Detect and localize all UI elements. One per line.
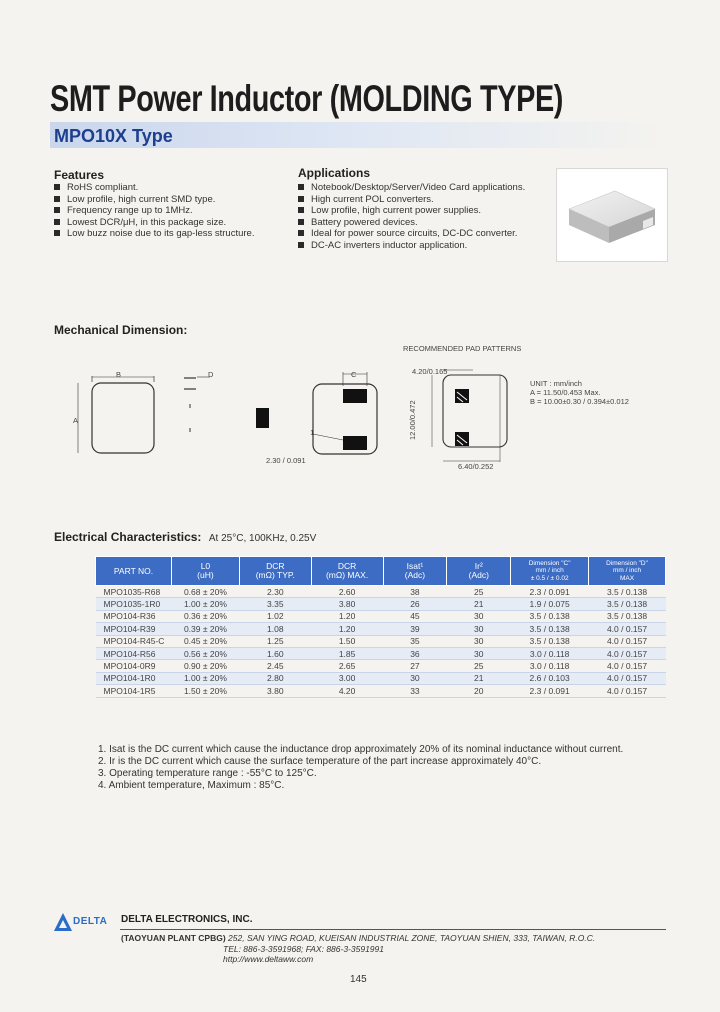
table-cell: 26 (383, 598, 447, 610)
electrical-heading-line (54, 528, 316, 546)
table-cell: 4.0 / 0.157 (589, 647, 666, 659)
website-link[interactable]: http://www.deltaww.com (223, 954, 314, 964)
table-cell: 0.45 ± 20% (171, 635, 239, 647)
phone-fax: TEL: 886-3-3591968; FAX: 886-3-3591991 (223, 943, 384, 954)
table-cell: 1.9 / 0.075 (511, 598, 589, 610)
table-cell: 30 (447, 647, 511, 659)
table-cell: 2.3 / 0.091 (511, 685, 589, 697)
unit-line: UNIT : mm/inch (530, 379, 582, 388)
unit-line: B = 10.00±0.30 / 0.394±0.012 (530, 397, 629, 406)
pad-patterns-heading: RECOMMENDED PAD PATTERNS (403, 344, 522, 353)
table-cell: 1.00 ± 20% (171, 672, 239, 684)
electrical-condition: At 25°C, 100KHz, 0.25V (208, 533, 317, 544)
logo-text: DELTA (73, 916, 108, 927)
table-cell: MPO1035-R68 (96, 586, 172, 598)
address: 252, SAN YING ROAD, KUEISAN INDUSTRIAL ZONE, TAOYUAN SHIEN, 333, TAIWAN, R.O.C. (228, 933, 596, 943)
features-heading: Features (54, 168, 105, 182)
application-item: Ideal for power source circuits, DC-DC converter. (298, 228, 525, 240)
table-cell: 2.65 (311, 660, 383, 672)
table-header-cell: DCR (mΩ) TYP. (239, 557, 311, 586)
table-cell: 2.30 (239, 586, 311, 598)
table-cell: 3.0 / 0.118 (511, 660, 589, 672)
table-cell: MPO104-1R0 (96, 672, 172, 684)
table-cell: MPO104-R36 (96, 610, 172, 622)
electrical-table (95, 556, 666, 698)
table-cell: 4.0 / 0.157 (589, 623, 666, 635)
table-header-cell: Dimension "C" mm / inch ± 0.5 / ± 0.02 (511, 557, 589, 586)
plant-name: (TAOYUAN PLANT CPBG) (121, 933, 226, 943)
table-cell: 0.90 ± 20% (171, 660, 239, 672)
table-cell: 3.00 (311, 672, 383, 684)
table-cell: 4.0 / 0.157 (589, 685, 666, 697)
table-row (96, 660, 666, 672)
table-cell: 2.45 (239, 660, 311, 672)
table-header-cell: Ir² (Adc) (447, 557, 511, 586)
table-cell: MPO104-R45-C (96, 635, 172, 647)
table-cell: 36 (383, 647, 447, 659)
application-item: Low profile, high current power supplies. (298, 205, 525, 217)
table-row (96, 647, 666, 659)
application-item: High current POL converters. (298, 194, 525, 206)
applications-heading: Applications (298, 166, 371, 180)
note-item: 3. Operating temperature range : -55°C to 125°C. (98, 768, 317, 779)
table-cell: 1.85 (311, 647, 383, 659)
table-cell: 25 (447, 660, 511, 672)
table-cell: 30 (447, 623, 511, 635)
table-row (96, 635, 666, 647)
table-cell: 3.5 / 0.138 (589, 586, 666, 598)
label-dim-420: 4.20/0.165 (412, 367, 448, 376)
features-list (54, 182, 254, 240)
mechanical-heading: Mechanical Dimension: (54, 323, 188, 337)
table-cell: 21 (447, 598, 511, 610)
feature-item: RoHS compliant. (54, 182, 254, 194)
table-cell: 30 (447, 610, 511, 622)
table-cell: 3.5 / 0.138 (511, 635, 589, 647)
label-a: A (73, 416, 79, 425)
table-cell: 3.0 / 0.118 (511, 647, 589, 659)
table-cell: 25 (447, 586, 511, 598)
table-cell: 1.50 (311, 635, 383, 647)
table-cell: 1.60 (239, 647, 311, 659)
product-photo (556, 168, 668, 262)
table-cell: 0.68 ± 20% (171, 586, 239, 598)
footer-divider (120, 929, 666, 930)
table-cell: 1.02 (239, 610, 311, 622)
table-header-cell: L0 (uH) (171, 557, 239, 586)
label-one: 1 (310, 428, 315, 437)
table-cell: 1.20 (311, 610, 383, 622)
table-cell: 21 (447, 672, 511, 684)
table-cell: MPO104-R39 (96, 623, 172, 635)
table-cell: 2.6 / 0.103 (511, 672, 589, 684)
table-cell: MPO104-R56 (96, 647, 172, 659)
table-cell: 3.5 / 0.138 (511, 610, 589, 622)
table-cell: MPO104-0R9 (96, 660, 172, 672)
footer-address-block (121, 933, 595, 965)
application-item: Notebook/Desktop/Server/Video Card applications. (298, 182, 525, 194)
company-name: DELTA ELECTRONICS, INC. (121, 914, 253, 925)
table-cell: 0.36 ± 20% (171, 610, 239, 622)
table-row (96, 598, 666, 610)
label-b: B (116, 370, 122, 379)
table-header-cell: PART NO. (96, 557, 172, 586)
table-header-cell: DCR (mΩ) MAX. (311, 557, 383, 586)
subtitle: MPO10X Type (54, 126, 173, 146)
table-row (96, 672, 666, 684)
table-cell: 2.3 / 0.091 (511, 586, 589, 598)
table-cell: 33 (383, 685, 447, 697)
table-cell: 0.56 ± 20% (171, 647, 239, 659)
table-cell: 1.50 ± 20% (171, 685, 239, 697)
table-cell: 4.0 / 0.157 (589, 660, 666, 672)
note-item: 1. Isat is the DC current which cause the inductance drop approximately 20% of its nominal inductance without current. (98, 744, 624, 755)
table-cell: 3.80 (311, 598, 383, 610)
label-d: D (208, 370, 214, 379)
feature-item: Lowest DCR/μH, in this package size. (54, 217, 254, 229)
application-item: DC-AC inverters inductor application. (298, 240, 525, 252)
table-cell: 1.00 ± 20% (171, 598, 239, 610)
label-c: C (351, 370, 357, 379)
table-cell: 3.80 (239, 685, 311, 697)
label-dim-1200: 12.00/0.472 (408, 400, 417, 440)
table-cell: 2.60 (311, 586, 383, 598)
table-row (96, 610, 666, 622)
table-cell: 35 (383, 635, 447, 647)
table-cell: 30 (447, 635, 511, 647)
table-cell: 3.35 (239, 598, 311, 610)
feature-item: Frequency range up to 1MHz. (54, 205, 254, 217)
table-row (96, 685, 666, 697)
feature-item: Low buzz noise due to its gap-less structure. (54, 228, 254, 240)
table-cell: 3.5 / 0.138 (589, 598, 666, 610)
table-cell: 3.5 / 0.138 (589, 610, 666, 622)
table-cell: 38 (383, 586, 447, 598)
table-cell: 3.5 / 0.138 (511, 623, 589, 635)
label-dim-230: 2.30 / 0.091 (266, 456, 306, 465)
label-dim-640: 6.40/0.252 (458, 462, 494, 471)
table-cell: 39 (383, 623, 447, 635)
table-cell: 4.0 / 0.157 (589, 672, 666, 684)
table-header-cell: Isat¹ (Adc) (383, 557, 447, 586)
table-cell: 20 (447, 685, 511, 697)
table-cell: 4.0 / 0.157 (589, 635, 666, 647)
table-cell: 1.25 (239, 635, 311, 647)
note-item: 2. Ir is the DC current which cause the surface temperature of the part increase approximately 40°C. (98, 756, 542, 767)
page-title: SMT Power Inductor (MOLDING TYPE) (50, 78, 564, 119)
table-cell: 4.20 (311, 685, 383, 697)
table-cell: 30 (383, 672, 447, 684)
table-cell: MPO1035-1R0 (96, 598, 172, 610)
note-item: 4. Ambient temperature, Maximum : 85°C. (98, 780, 285, 791)
table-row (96, 586, 666, 598)
applications-list (298, 182, 525, 252)
table-cell: 1.08 (239, 623, 311, 635)
table-cell: 27 (383, 660, 447, 672)
unit-block (530, 379, 629, 406)
page-number: 145 (350, 974, 367, 985)
unit-line: A = 11.50/0.453 Max. (530, 388, 601, 397)
table-cell: 45 (383, 610, 447, 622)
table-cell: 2.80 (239, 672, 311, 684)
table-row (96, 623, 666, 635)
delta-logo (52, 911, 118, 933)
table-cell: 1.20 (311, 623, 383, 635)
notes-list (98, 744, 623, 792)
table-cell: 0.39 ± 20% (171, 623, 239, 635)
table-header-cell: Dimension "D" mm / inch MAX (589, 557, 666, 586)
table-cell: MPO104-1R5 (96, 685, 172, 697)
feature-item: Low profile, high current SMD type. (54, 194, 254, 206)
application-item: Battery powered devices. (298, 217, 525, 229)
electrical-heading: Electrical Characteristics: (54, 530, 202, 544)
